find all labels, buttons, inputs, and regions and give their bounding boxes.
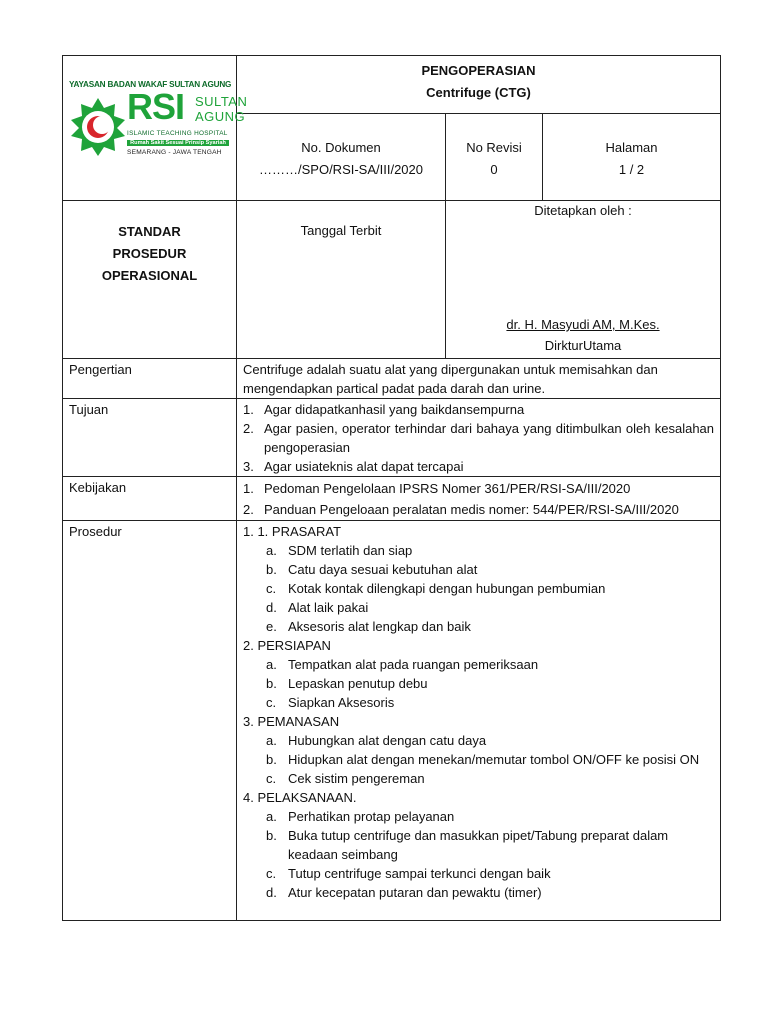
list-item: a. SDM terlatih dan siap <box>266 543 413 558</box>
doc-no-cell <box>237 114 446 201</box>
logo-cell <box>63 56 248 201</box>
list-item: c. Siapkan Aksesoris <box>266 695 395 710</box>
step-title: 2. PERSIAPAN <box>243 638 331 653</box>
title-cell <box>237 56 721 114</box>
tujuan-label: Tujuan <box>69 402 109 417</box>
sop-title-cell <box>63 201 237 359</box>
revision-label: No Revisi <box>466 140 522 156</box>
list-item: b. Hidupkan alat dengan menekan/memutar tombol ON/OFF ke posisi ON <box>266 752 700 767</box>
list-item: a. Tempatkan alat pada ruangan pemeriksaan <box>266 657 539 672</box>
list-item: d. Atur kecepatan putaran dan pewaktu (timer) <box>266 885 542 900</box>
doc-no-value: ………/SPO/RSI-SA/III/2020 <box>259 162 423 178</box>
step-title: 3. PEMANASAN <box>243 714 340 729</box>
sop-line1: STANDAR <box>118 224 181 239</box>
page-cell <box>543 114 721 201</box>
list-item: 3. Agar usiateknis alat dapat tercapai <box>243 459 464 474</box>
prosedur-content <box>237 521 720 902</box>
hospital-logo <box>63 56 248 200</box>
step-list <box>243 655 714 712</box>
logo-agung: AGUNG <box>195 109 246 124</box>
list-item: a. Perhatikan protap pelayanan <box>266 809 455 824</box>
signer-title: DirkturUtama <box>544 338 622 353</box>
star-crescent-icon <box>67 96 129 158</box>
sop-line3: OPERASIONAL <box>101 268 198 283</box>
issue-date-label: Tanggal Terbit <box>300 223 382 238</box>
step-title: 4. PELAKSANAAN. <box>243 790 357 805</box>
step-title: 1. 1. PRASARAT <box>243 524 342 539</box>
logo-sultan: SULTAN <box>195 94 248 109</box>
list-item: e. Aksesoris alat lengkap dan baik <box>266 619 471 634</box>
approved-by-label: Ditetapkan oleh : <box>534 203 632 218</box>
logo-city: SEMARANG - JAWA TENGAH <box>127 149 222 156</box>
list-item: b. Lepaskan penutup debu <box>266 676 428 691</box>
list-item: 2. Panduan Pengeloaan peralatan medis nomer: 544/PER/RSI-SA/III/2020 <box>243 502 679 517</box>
issue-date-cell <box>237 201 446 359</box>
list-item: b. Catu daya sesuai kebutuhan alat <box>266 562 478 577</box>
logo-tagline: Rumah Sakit Sesuai Prinsip Syariah <box>127 140 229 146</box>
step-list <box>243 807 714 902</box>
step-list <box>243 541 714 636</box>
title-line1: PENGOPERASIAN <box>421 63 536 78</box>
revision-value: 0 <box>490 162 498 178</box>
pengertian-text: Centrifuge adalah suatu alat yang dipergunakan untuk memisahkan dan mengendapkan partical padat pada darah dan urine. <box>243 362 658 396</box>
logo-hospital: ISLAMIC TEACHING HOSPITAL <box>127 130 228 137</box>
sop-table <box>62 55 721 921</box>
list-item: 1. Agar didapatkanhasil yang baikdansempurna <box>243 402 525 417</box>
sop-document <box>62 55 720 921</box>
doc-no-label: No. Dokumen <box>301 140 381 156</box>
tujuan-list <box>243 400 714 476</box>
page-label: Halaman <box>605 140 658 156</box>
prosedur-label: Prosedur <box>69 524 122 539</box>
list-item: 2. Agar pasien, operator terhindar dari bahaya yang ditimbulkan oleh kesalahan pengoperasian <box>243 421 715 455</box>
list-item: d. Alat laik pakai <box>266 600 369 615</box>
foundation-name: YAYASAN BADAN WAKAF SULTAN AGUNG <box>69 80 232 89</box>
sop-line2: PROSEDUR <box>112 246 187 261</box>
list-item: c. Cek sistim pengereman <box>266 771 425 786</box>
step-list <box>243 731 714 788</box>
revision-cell <box>446 114 543 201</box>
title-line2: Centrifuge (CTG) <box>426 85 531 100</box>
logo-rsi: RSI <box>127 86 185 127</box>
kebijakan-label: Kebijakan <box>69 480 127 495</box>
signer-name: dr. H. Masyudi AM, M.Kes. <box>506 317 660 332</box>
list-item: b. Buka tutup centrifuge dan masukkan pipet/Tabung preparat dalam keadaan seimbang <box>266 828 669 862</box>
kebijakan-list <box>243 478 714 520</box>
list-item: a. Hubungkan alat dengan catu daya <box>266 733 487 748</box>
pengertian-label: Pengertian <box>69 362 132 377</box>
list-item: 1. Pedoman Pengelolaan IPSRS Nomer 361/PER/RSI-SA/III/2020 <box>243 481 631 496</box>
approval-cell <box>446 201 721 359</box>
page-value: 1 / 2 <box>618 162 645 178</box>
list-item: c. Kotak kontak dilengkapi dengan hubungan pembumian <box>266 581 606 596</box>
list-item: c. Tutup centrifuge sampai terkunci dengan baik <box>266 866 551 881</box>
